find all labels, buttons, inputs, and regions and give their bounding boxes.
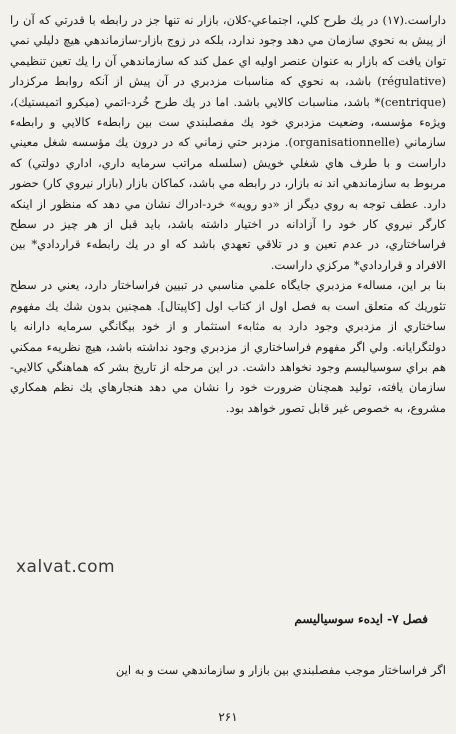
section-heading: فصل ۷- ايدهء سوسياليسم [294,612,428,626]
watermark: xalvat.com [16,557,116,577]
paragraph-2: بنا بر اين، مسالهء مزدبري جايگاه علمي مناسبي در تبيين فراساختار دارد، يعني در سطح تئوريك كه متعلق است به فصل اول از كتاب اول [كاپيتال]. همچنين بدون شك يك مفهوم ساختاري از مزدبري وجود دارد به مثابهء استثمار و از خود بيگانگي سرمايه دارانه يا دولتگرايانه. ولي اگر مفهوم فراساختاري از مزدبري وجود نداشته باشد، هيچ نظريهء ممكني هم براي سوسياليسم وجود نخواهد داشت. در اين مرحله از تاريخ بشر كه هماهنگي كالايي-سازمان يافته، توليد همچنان ضرورت خود را نشان مي دهد هنجارهاي يك نظم همكاري مشروع، به خصوص غير قابل تصور خواهد بود. [10,278,446,415]
body-text [10,10,446,418]
paragraph-1: داراست.(۱۷) در يك طرح كلي، اجتماعي-كلان، بازار نه تنها جز در رابطه با قدرتي كه آن را از پيش به نحوي سازمان مي دهد وجود ندارد، بلكه در زوج بازار-سازماندهي هيچ دليلي نمي توان يافت كه بازار به عنوان عنصر اوليه اي عمل كند كه سازماندهي آن را يك تعين تنظيمي (régulative) باشد، به نحوي كه مناسبات مزدبري در آن پيش از آنكه روابط مركزدار (centrique)* باشد، مناسبات كالايي باشد. اما در يك طرح خُرد-اتمي (ميكرو اتميستيك)، ويژهء مؤسسه، وضعيت مزدبري خود يك مفصلبندي ست بين رابطهء كالايي و رابطهء سازماني (organisationnelle). مزدبر حتي زماني كه در درون يك مؤسسه شغل معيني داراست و با طرف هاي شغلي خويش (سلسله مراتب سرمايه داري، اداري دولتي) كه مربوط به سازماندهي اند نه بازار، در رابطه مي باشد، كماكان بازار (بازار نيروي كار) حضور دارد. عطف توجه به روي ديگر از «دو رويه» خرد-ادراك نشان مي دهد كه منظور از اينكه كارگر نيروي كار خود را آزادانه در اختيار داشته باشد، بايد قبل از هر چيز در سطح فراساختاري، در عدم تعين و در تلاقي تعهدي باشد كه او در يك رابطهء قراردادي* بين الافراد و قراردادي* مركزي داراست. [10,13,446,272]
page-number: ۲۶۱ [218,710,238,724]
paragraph-3: اگر فراساختار موجب مفصلبندي بين بازار و سازماندهي ست و به اين [115,663,446,677]
